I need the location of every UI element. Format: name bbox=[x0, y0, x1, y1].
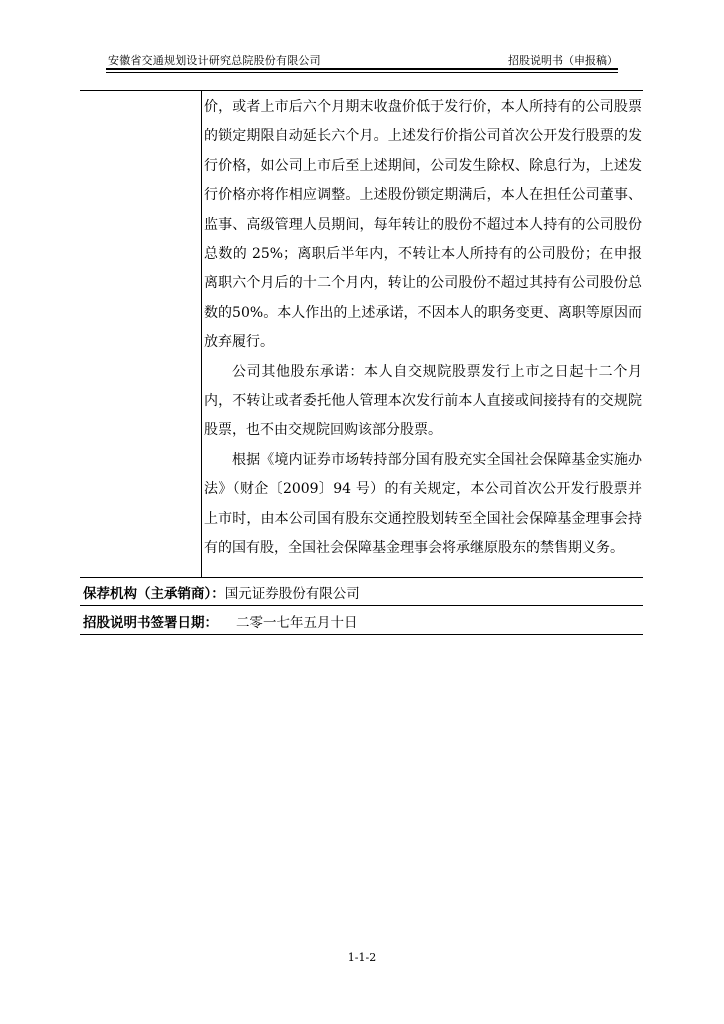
header-company-name: 安徽省交通规划设计研究总院股份有限公司 bbox=[108, 54, 321, 67]
signing-date-value: 二零一七年五月十日 bbox=[236, 615, 358, 631]
table-top-border bbox=[80, 90, 643, 91]
paragraph-lockup-extension: 价，或者上市后六个月期末收盘价低于发行价，本人所持有的公司股票的锁定期限自动延长六个月。上述发行价指公司首次公开发行股票的发行价格，如公司上市后至上述期间，公司发生除权、除息行为，上述发行价格亦将作相应调整。上述股份锁定期满后，本人在担任公司董事、监事、高级管理人员期间，每年转让的股份不超过本人持有的公司股份总数的 25%；离职后半年内，不转让本人所持有的公司股份；在申报离职六个月后的十二个月内，转让的公司股份不超过其持有公司股份总数的50%。本人作出的上述承诺，不因本人的职务变更、离职等原因而放弃履行。 bbox=[204, 99, 642, 351]
header-rule-thin bbox=[106, 72, 618, 73]
table-column-divider bbox=[201, 90, 202, 577]
sponsor-value: 国元证券股份有限公司 bbox=[224, 586, 360, 602]
header-document-title: 招股说明书（申报稿） bbox=[508, 54, 618, 67]
table-bottom-border bbox=[80, 634, 643, 635]
signing-date-row bbox=[83, 611, 358, 631]
page-number: 1-1-2 bbox=[347, 951, 377, 964]
sponsor-row bbox=[83, 582, 360, 602]
signing-date-label: 招股说明书签署日期： bbox=[83, 615, 218, 631]
paragraph-state-shares-transfer: 根据《境内证券市场转持部分国有股充实全国社会保障基金实施办法》（财企〔2009〕94 号）的有关规定，本公司首次公开发行股票并上市时，由本公司国有股东交通控股划转至全国社会保障基金理事会持有的国有股，全国社会保障基金理事会将承继原股东的禁售期义务。 bbox=[204, 451, 642, 557]
table-row-border bbox=[80, 605, 643, 606]
header-rule-thick bbox=[106, 68, 618, 70]
sponsor-label: 保荐机构（主承销商）： bbox=[83, 586, 225, 602]
paragraph-other-shareholders: 公司其他股东承诺：本人自交规院股票发行上市之日起十二个月内，不转让或者委托他人管理本次发行前本人直接或间接持有的交规院股票，也不由交规院回购该部分股票。 bbox=[204, 363, 642, 439]
commitment-text-cell bbox=[204, 93, 642, 564]
table-row-border bbox=[80, 577, 643, 578]
